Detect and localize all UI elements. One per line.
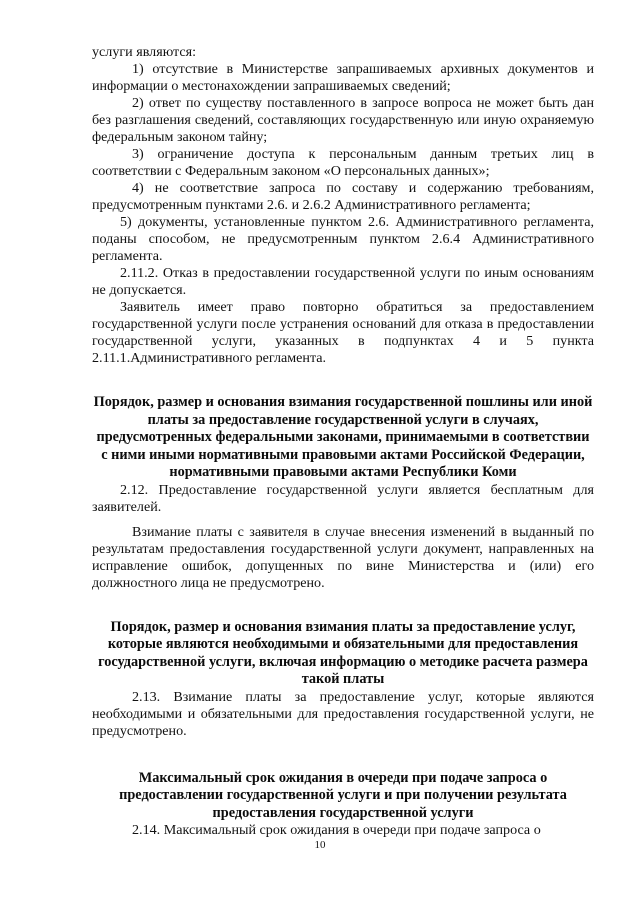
paragraph-2-14: 2.14. Максимальный срок ожидания в очереди при подаче запроса о bbox=[132, 822, 541, 838]
section-heading-state-fee: Порядок, размер и основания взимания государственной пошлины или иной платы за предоставление государственной услуги в случаях, предусмотренных федеральными законами, принимаемыми в соответствии с ними иными нормативными правовыми актами Российской Федерации, нормативными правовыми актами Республики Коми bbox=[93, 394, 593, 480]
paragraph-2-13: 2.13. Взимание платы за предоставление услуг, которые являются необходимыми и обязательными для предоставления государственной услуги, не предусмотрено. bbox=[92, 688, 594, 739]
paragraph-reapply: Заявитель имеет право повторно обратиться за предоставлением государственной услуги после устранения оснований для отказа в предоставлении государственной услуги, указанных в подпунктах 4 и 5 пункта 2.11.1.Административного регламента. bbox=[92, 299, 594, 366]
paragraph-2-11-2: 2.11.2. Отказ в предоставлении государственной услуги по иным основаниям не допускается. bbox=[92, 265, 594, 298]
list-item-2: 2) ответ по существу поставленного в запросе вопроса не может быть дан без разглашения сведений, составляющих государственную или иную охраняемую федеральным законом тайну; bbox=[92, 95, 594, 145]
page-number: 10 bbox=[314, 839, 326, 851]
section-heading-queue-time: Максимальный срок ожидания в очереди при подаче запроса о предоставлении государственной услуги и при получении результата предоставления государственной услуги bbox=[119, 769, 567, 821]
list-item-4: 4) не соответствие запроса по составу и содержанию требованиям, предусмотренным пунктами 2.6. и 2.6.2 Административного регламента; bbox=[92, 180, 594, 213]
list-item-3: 3) ограничение доступа к персональным данным третьих лиц в соответствии с Федеральным законом «О персональных данных»; bbox=[92, 146, 594, 179]
list-item-5: 5) документы, установленные пунктом 2.6. Административного регламента, поданы способом, не предусмотренным пунктом 2.6.4 Административного регламента. bbox=[92, 214, 594, 264]
paragraph-fee-correction: Взимание платы с заявителя в случае внесения изменений в выданный по результатам предоставления государственной услуги документ, направленных на исправление ошибок, допущенных по вине Министерства и (или) его должностного лица не предусмотрено. bbox=[92, 523, 594, 591]
paragraph-2-12: 2.12. Предоставление государственной услуги является бесплатным для заявителей. bbox=[92, 481, 594, 515]
list-item-1: 1) отсутствие в Министерстве запрашиваемых архивных документов и информации о местонахождении запрашиваемых сведений; bbox=[92, 61, 594, 94]
paragraph-intro: услуги являются: bbox=[92, 44, 197, 60]
section-heading-service-fee: Порядок, размер и основания взимания платы за предоставление услуг, которые являются необходимыми и обязательными для предоставления государственной услуги, включая информацию о методике расчета размера такой платы bbox=[98, 618, 588, 687]
